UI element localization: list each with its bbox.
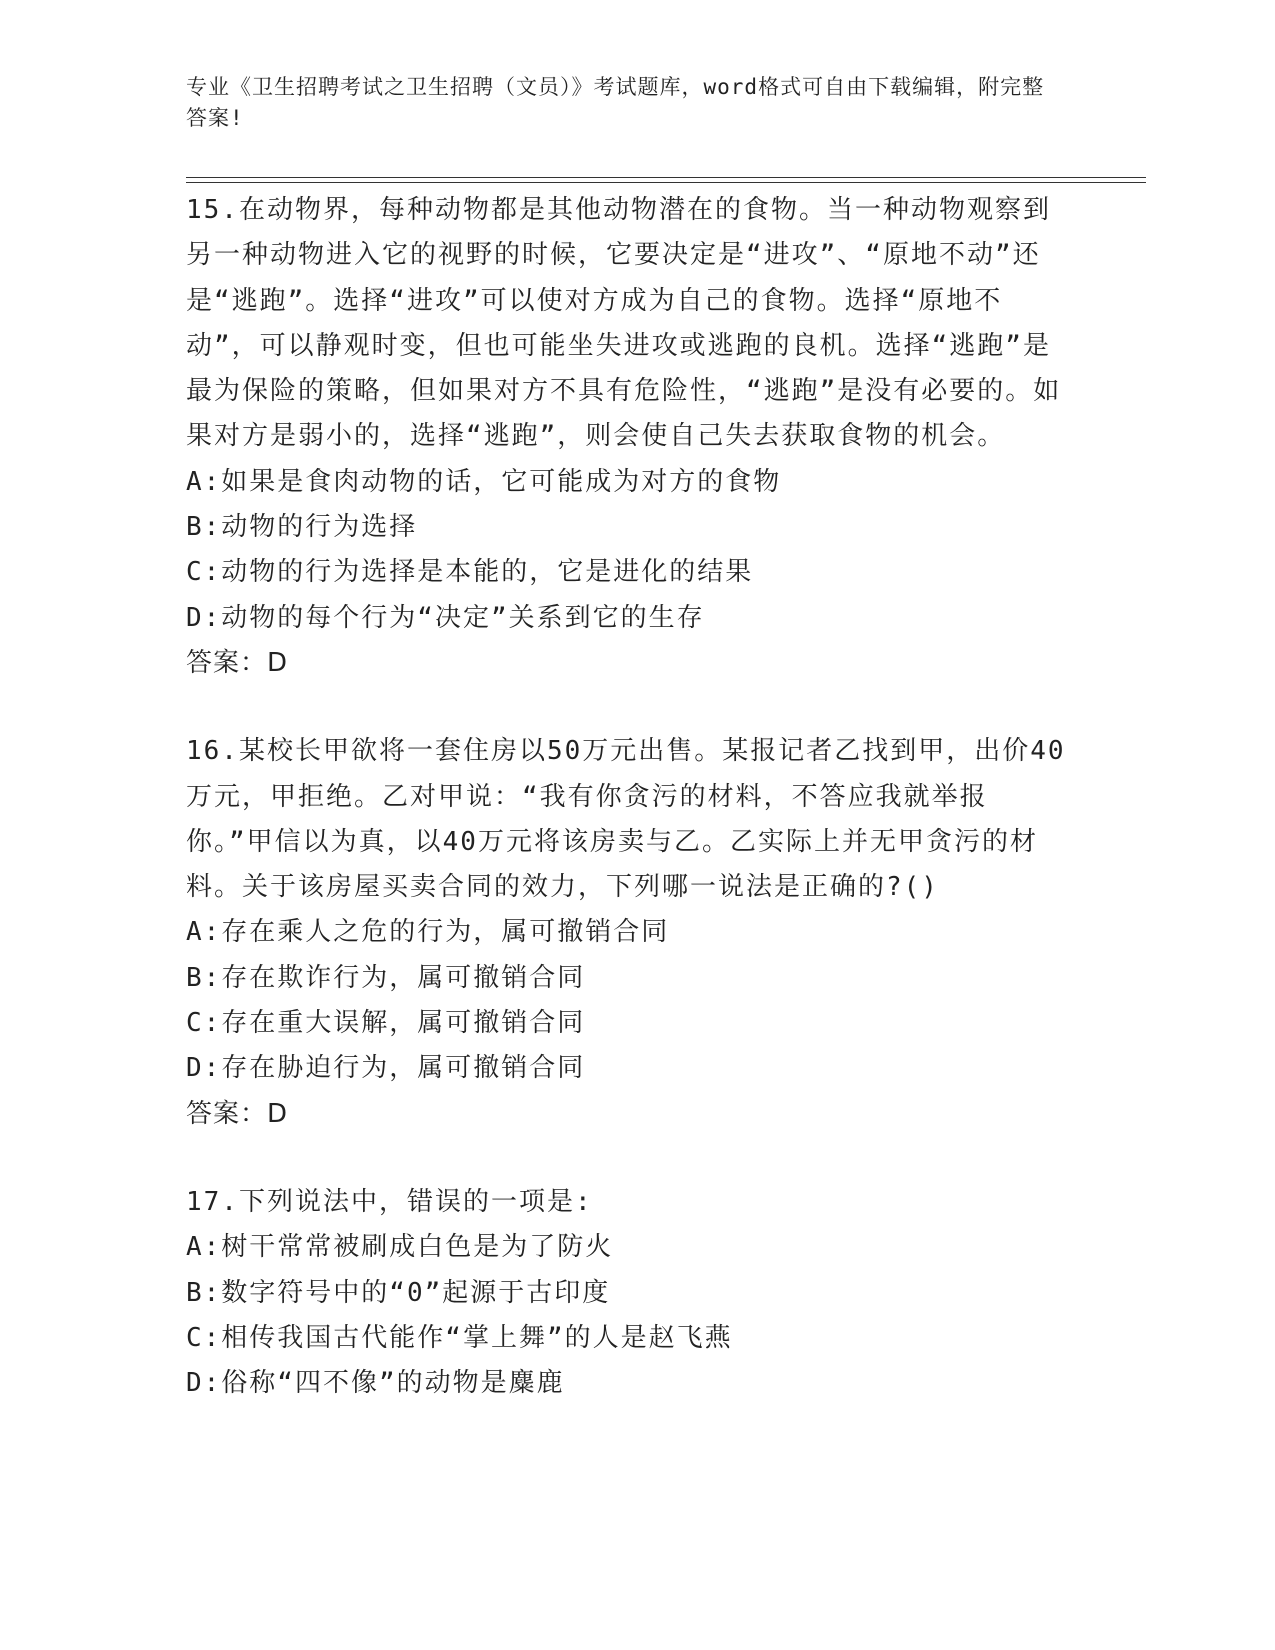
option-c: C:存在重大误解，属可撤销合同	[186, 1008, 586, 1039]
question-stem: 16.某校长甲欲将一套住房以50万元出售。某报记者乙找到甲，出价40万元，甲拒绝。乙对甲说：“我有你贪污的材料，不答应我就举报你。”甲信以为真，以40万元将该房卖与乙。乙实际上并无甲贪污的材料。关于该房屋买卖合同的效力，下列哪一说法是正确的?()	[186, 736, 1066, 903]
question-stem: 15.在动物界，每种动物都是其他动物潜在的食物。当一种动物观察到另一种动物进入它的视野的时候，它要决定是“进攻”、“原地不动”还是“逃跑”。选择“进攻”可以使对方成为自己的食物。选择“原地不动”，可以静观时变，但也可能坐失进攻或逃跑的良机。选择“逃跑”是最为保险的策略，但如果对方不具有危险性，“逃跑”是没有必要的。如果对方是弱小的，选择“逃跑”，则会使自己失去获取食物的机会。	[186, 195, 1062, 452]
question-17	[186, 1180, 1066, 1406]
option-a: A:存在乘人之危的行为，属可撤销合同	[186, 917, 670, 948]
question-stem: 17.下列说法中，错误的一项是:	[186, 1186, 593, 1217]
option-d: D:动物的每个行为“决定”关系到它的生存	[186, 602, 705, 633]
option-b: B:动物的行为选择	[186, 512, 418, 543]
answer-line: 答案：D	[186, 647, 289, 678]
option-c: C:相传我国古代能作“掌上舞”的人是赵飞燕	[186, 1322, 733, 1353]
option-d: D:存在胁迫行为，属可撤销合同	[186, 1053, 586, 1084]
option-d: D:俗称“四不像”的动物是麋鹿	[186, 1368, 565, 1399]
option-a: A:如果是食肉动物的话，它可能成为对方的食物	[186, 466, 782, 497]
question-16	[186, 729, 1066, 1137]
answer-line: 答案：D	[186, 1098, 289, 1129]
header-divider-top	[186, 177, 1146, 178]
header-divider-bottom	[186, 182, 1146, 183]
document-header: 专业《卫生招聘考试之卫生招聘（文员）》考试题库，word格式可自由下载编辑，附完整答案!	[186, 75, 1045, 130]
question-15	[186, 188, 1066, 686]
option-a: A:树干常常被刷成白色是为了防火	[186, 1232, 614, 1263]
option-b: B:数字符号中的“0”起源于古印度	[186, 1277, 611, 1308]
question-list	[186, 188, 1066, 1449]
option-b: B:存在欺诈行为，属可撤销合同	[186, 962, 586, 993]
option-c: C:动物的行为选择是本能的，它是进化的结果	[186, 557, 754, 588]
